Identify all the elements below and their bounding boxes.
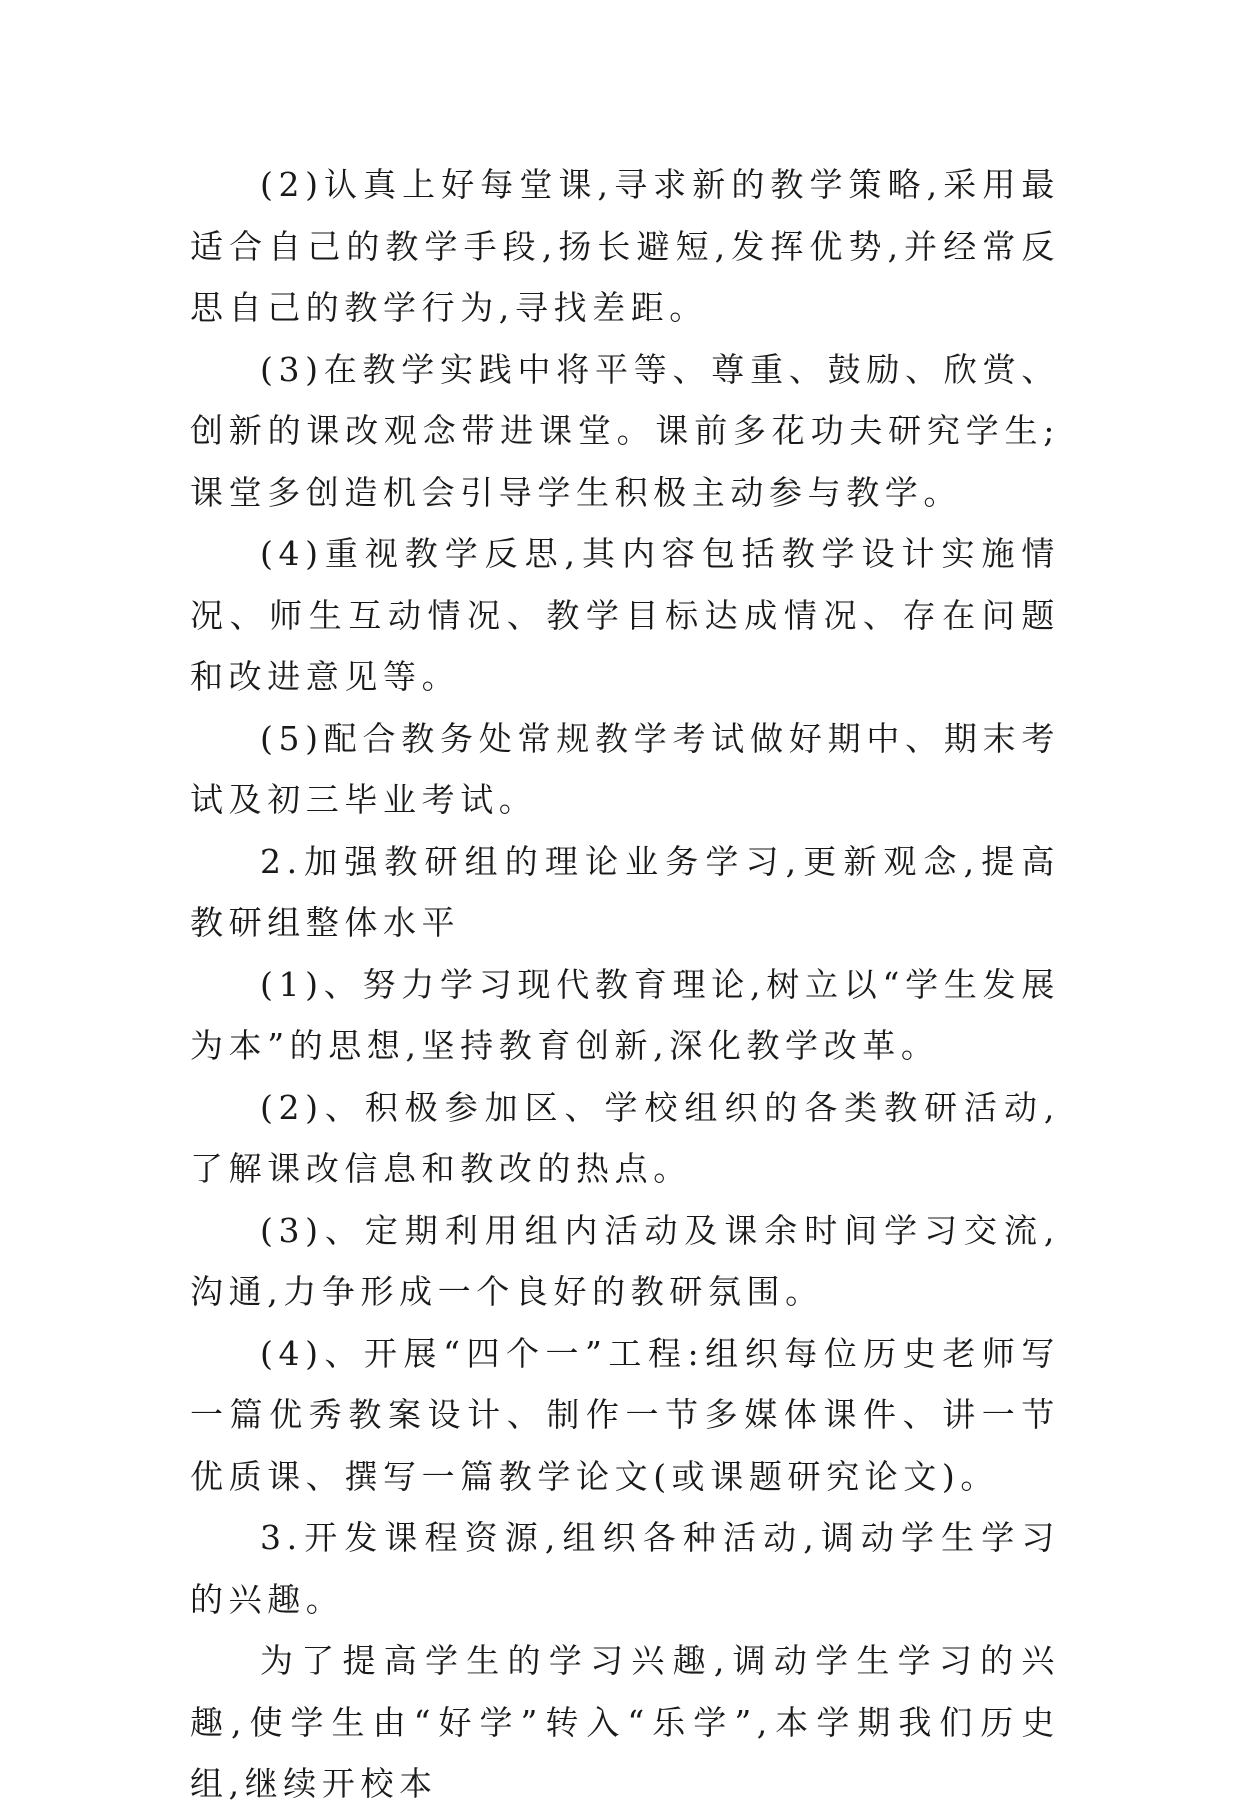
paragraph: (1)、努力学习现代教育理论,树立以“学生发展为本”的思想,坚持教育创新,深化教学改革。	[190, 964, 1060, 1065]
paragraph: 为了提高学生的学习兴趣,调动学生学习的兴趣,使学生由“好学”转入“乐学”,本学期我们历史组,继续开校本	[190, 1641, 1060, 1803]
document-body	[190, 154, 1060, 1815]
paragraph: (2)、积极参加区、学校组织的各类教研活动,了解课改信息和教改的热点。	[190, 1087, 1060, 1188]
paragraph: (5)配合教务处常规教学考试做好期中、期末考试及初三毕业考试。	[190, 718, 1060, 819]
paragraph: (3)、定期利用组内活动及课余时间学习交流,沟通,力争形成一个良好的教研氛围。	[190, 1210, 1060, 1311]
paragraph: (4)、开展“四个一”工程:组织每位历史老师写一篇优秀教案设计、制作一节多媒体课件、讲一节优质课、撰写一篇教学论文(或课题研究论文)。	[190, 1333, 1060, 1496]
paragraph: (4)重视教学反思,其内容包括教学设计实施情况、师生互动情况、教学目标达成情况、存在问题和改进意见等。	[190, 534, 1060, 696]
paragraph: (2)认真上好每堂课,寻求新的教学策略,采用最适合自己的教学手段,扬长避短,发挥优势,并经常反思自己的教学行为,寻找差距。	[190, 165, 1060, 327]
section-heading: 2.加强教研组的理论业务学习,更新观念,提高教研组整体水平	[190, 841, 1060, 942]
section-heading: 3.开发课程资源,组织各种活动,调动学生学习的兴趣。	[190, 1518, 1060, 1619]
paragraph: (3)在教学实践中将平等、尊重、鼓励、欣赏、创新的课改观念带进课堂。课前多花功夫研究学生;课堂多创造机会引导学生积极主动参与教学。	[190, 349, 1060, 512]
